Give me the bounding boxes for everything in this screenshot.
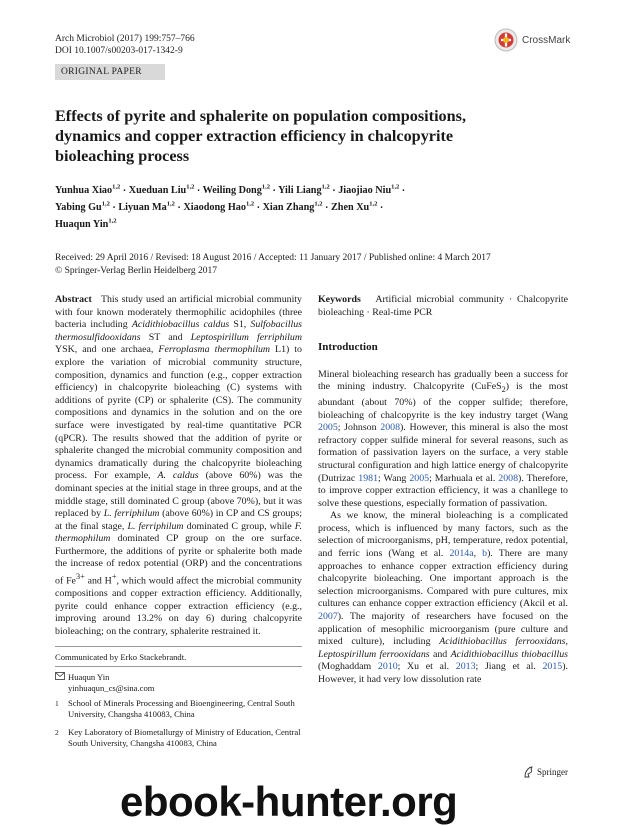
author-name[interactable]: Jiaojiao Niu$^{1,2}$ bbox=[338, 184, 400, 197]
corresponding-author-name: Huaqun Yin bbox=[68, 672, 110, 682]
author-separator: · bbox=[120, 185, 129, 197]
author-affiliation-marker: 1,2 bbox=[369, 200, 378, 208]
author-name[interactable]: Yunhua Xiao$^{1,2}$ bbox=[55, 184, 121, 197]
citation-link[interactable]: 2008 bbox=[380, 422, 400, 434]
footnote-rule bbox=[55, 646, 302, 647]
crossmark-icon bbox=[494, 28, 518, 52]
abstract: Abstract This study used an artificial microbial community with four known moderately thermophilic acidophiles (three bacteria including Acidithiobacillus caldus S1, Sulfobacillus thermosulfidooxidans ST and Leptospirillum ferriphilum YSK, and one archaea, Ferroplasma thermophilum L1) to explore the variation of microbial community structure, composition, dynamics and function (e.g., copper extraction efficiency) in chalcopyrite bioleaching (C) systems with additions of pyrite (CP) or sphalerite (CS). The community compositions and dynamics in the solution and on the ore surface were investigated by real-time quantitative PCR (qPCR). The results showed that the addition of pyrite or sphalerite changed the microbial community composition and dynamics dramatically during the chalcopyrite bioleaching process. For example, A. caldus (above 60%) was the dominant species at the initial stage in three groups, and at the middle stage, still dominated C group (above 70%), but it was replaced by L. ferriphilum (above 60%) in CP and CS groups; at the final stage, L. ferriphilum dominated C group, while F. thermophilum dominated CP group on the ore surface. Furthermore, the additions of pyrite or sphalerite both made the increase of redox potential (ORP) and the concentrations of $Fe^{3+}$ and H+, which would affect the microbial community compositions and copper extraction efficiency. Additionally, pyrite could enhance copper extraction efficiency (e.g., improving around 13.2% on day 6) during chalcopyrite bioleaching; on the contrary, sphalerite restrained it. bbox=[55, 294, 303, 637]
author-name[interactable]: Zhen Xu$^{1,2}$ bbox=[331, 200, 378, 214]
copyright-line: © Springer-Verlag Berlin Heidelberg 2017 bbox=[55, 265, 217, 276]
author-affiliation-marker: 1,2 bbox=[108, 217, 117, 225]
author-name[interactable]: Xian Zhang$^{1,2}$ bbox=[262, 200, 323, 214]
author-separator: · bbox=[322, 202, 331, 214]
citation-link[interactable]: 1981 bbox=[358, 472, 379, 484]
keywords-text: Artificial microbial community · Chalcopyrite bioleaching · Real-time PCR bbox=[318, 294, 569, 318]
citation-link[interactable]: 2005 bbox=[409, 472, 430, 484]
intro-paragraph-2: As we know, the mineral bioleaching is a complicated process, which is influenced by many factors, such as the selection of microorganisms, pH, temperature, redox potential, and ferric ions (Wang et al. 2014a, b). There are many approaches to enhance copper extraction efficiency during chalcopyrite bioleaching. One important approach is the selection microorganisms. Compared with pure cultures, mix cultures can enhance copper extraction efficiency (Akcil et al. 2007). The majority of researchers have focused on the application of mesophilic microorganism (pure culture and mixed culture), including Acidithiobacillus ferrooxidans, Leptospirillum ferrooxidans and Acidithiobacillus thiobacillus (Moghaddam 2010; Xu et al. 2013; Jiang et al. 2015). However, it had very low dissolution rate bbox=[318, 510, 569, 685]
author-name[interactable]: Weiling Dong$^{1,2}$ bbox=[202, 184, 270, 197]
author-affiliation-marker: 1,2 bbox=[186, 184, 195, 191]
citation-link[interactable]: 2014a bbox=[449, 548, 474, 560]
author-name[interactable]: Xiaodong Hao$^{1,2}$ bbox=[183, 200, 255, 214]
affiliation-text: School of Minerals Processing and Bioengineering, Central South University, Changsha 410083, China bbox=[68, 698, 295, 719]
author-affiliation-marker: 1,2 bbox=[261, 184, 270, 191]
author-name[interactable]: Liyuan Ma$^{1,2}$ bbox=[118, 200, 175, 214]
author-separator: · bbox=[254, 202, 263, 214]
citation-link[interactable]: 2005 bbox=[318, 422, 338, 434]
corresponding-author-email[interactable]: yinhuaqun_cs@sina.com bbox=[68, 683, 155, 693]
affiliation-number: 1 bbox=[55, 699, 59, 708]
author-separator: · bbox=[269, 185, 279, 197]
author-affiliation-marker: 1,2 bbox=[391, 184, 400, 191]
journal-citation: Arch Microbiol (2017) 199:757–766 bbox=[55, 34, 195, 44]
author-name[interactable]: Yili Liang$^{1,2}$ bbox=[278, 184, 330, 197]
author-affiliation-marker: 1,2 bbox=[321, 184, 330, 191]
footnote-rule bbox=[55, 666, 302, 667]
springer-wordmark: Springer bbox=[537, 767, 568, 777]
intro-paragraph-1: Mineral bioleaching research has gradually been a success for the mining industry. Chalcopyrite (CuFeS$_2$) is the most abundant (about 70%) of the copper sulfide; therefore, bioleaching of chalcopyrite is the key industry target (Wang 2005; Johnson 2008). However, this mineral is also the most refractory copper sulfide mineral for several reasons, such as formation of passivation layers on the surface, a very stable structural configuration and high lattice energy of chalcopyrite (Dutrizac 1981; Wang 2005; Marhuala et al. 2008). Therefore, to improve copper extraction efficiency, it was a chanllege to solve these questions, especially formation of passivation. bbox=[318, 368, 569, 509]
author-name[interactable]: Yabing Gu$^{1,2}$ bbox=[55, 200, 110, 214]
abstract-column bbox=[55, 294, 302, 638]
corresponding-author bbox=[55, 672, 302, 694]
author-separator: · bbox=[174, 202, 184, 214]
affiliation-number: 2 bbox=[55, 728, 59, 737]
citation-link[interactable]: 2015 bbox=[542, 661, 563, 673]
citation-link[interactable]: 2013 bbox=[455, 661, 476, 673]
publisher-logo bbox=[523, 766, 568, 778]
history-dates: Received: 29 April 2016 / Revised: 18 August 2016 / Accepted: 11 January 2017 / Published online: 4 March 2017 bbox=[55, 253, 491, 263]
keywords bbox=[318, 294, 568, 319]
author-affiliation-marker: 1,2 bbox=[245, 200, 255, 208]
author-affiliation-marker: 1,2 bbox=[112, 184, 121, 191]
right-column bbox=[318, 294, 568, 687]
author-affiliation-marker: 1,2 bbox=[314, 200, 323, 208]
author-affiliation-marker: 1,2 bbox=[101, 200, 110, 208]
affiliation-text: Key Laboratory of Biometallurgy of Ministry of Education, Central South University, Changsha 410083, China bbox=[68, 727, 301, 748]
publication-dates bbox=[55, 252, 575, 277]
article-type-label: ORIGINAL PAPER bbox=[55, 64, 165, 80]
citation-link[interactable]: 2008 bbox=[498, 472, 519, 484]
doi[interactable]: DOI 10.1007/s00203-017-1342-9 bbox=[55, 46, 183, 56]
communicated-note: Communicated by Erko Stackebrandt. bbox=[55, 652, 187, 662]
author-list bbox=[55, 181, 435, 232]
envelope-icon bbox=[55, 672, 65, 683]
keywords-label: Keywords bbox=[318, 294, 361, 305]
abstract-label: Abstract bbox=[55, 294, 92, 305]
journal-meta bbox=[55, 33, 195, 57]
introduction-heading: Introduction bbox=[318, 341, 378, 354]
springer-horse-icon bbox=[523, 766, 534, 778]
author-separator: · bbox=[109, 202, 119, 214]
affiliation-1 bbox=[55, 698, 302, 720]
crossmark-badge[interactable] bbox=[494, 28, 570, 52]
author-affiliation-marker: 1,2 bbox=[166, 200, 175, 208]
author-separator: · bbox=[377, 202, 384, 214]
author-name[interactable]: Huaqun Yin$^{1,2}$ bbox=[55, 217, 117, 231]
watermark: ebook-hunter.org bbox=[120, 778, 458, 825]
citation-link[interactable]: 2010 bbox=[377, 661, 398, 673]
crossmark-label: CrossMark bbox=[522, 34, 571, 46]
author-name[interactable]: Xueduan Liu$^{1,2}$ bbox=[128, 184, 195, 197]
author-separator: · bbox=[329, 185, 339, 197]
citation-link[interactable]: b bbox=[482, 548, 488, 560]
article-title: Effects of pyrite and sphalerite on population compositions, dynamics and copper extraction efficiency in chalcopyrite bioleaching process bbox=[55, 107, 467, 165]
affiliation-2 bbox=[55, 727, 302, 749]
author-separator: · bbox=[194, 185, 203, 197]
citation-link[interactable]: 2007 bbox=[318, 611, 338, 623]
author-separator: · bbox=[399, 185, 406, 197]
